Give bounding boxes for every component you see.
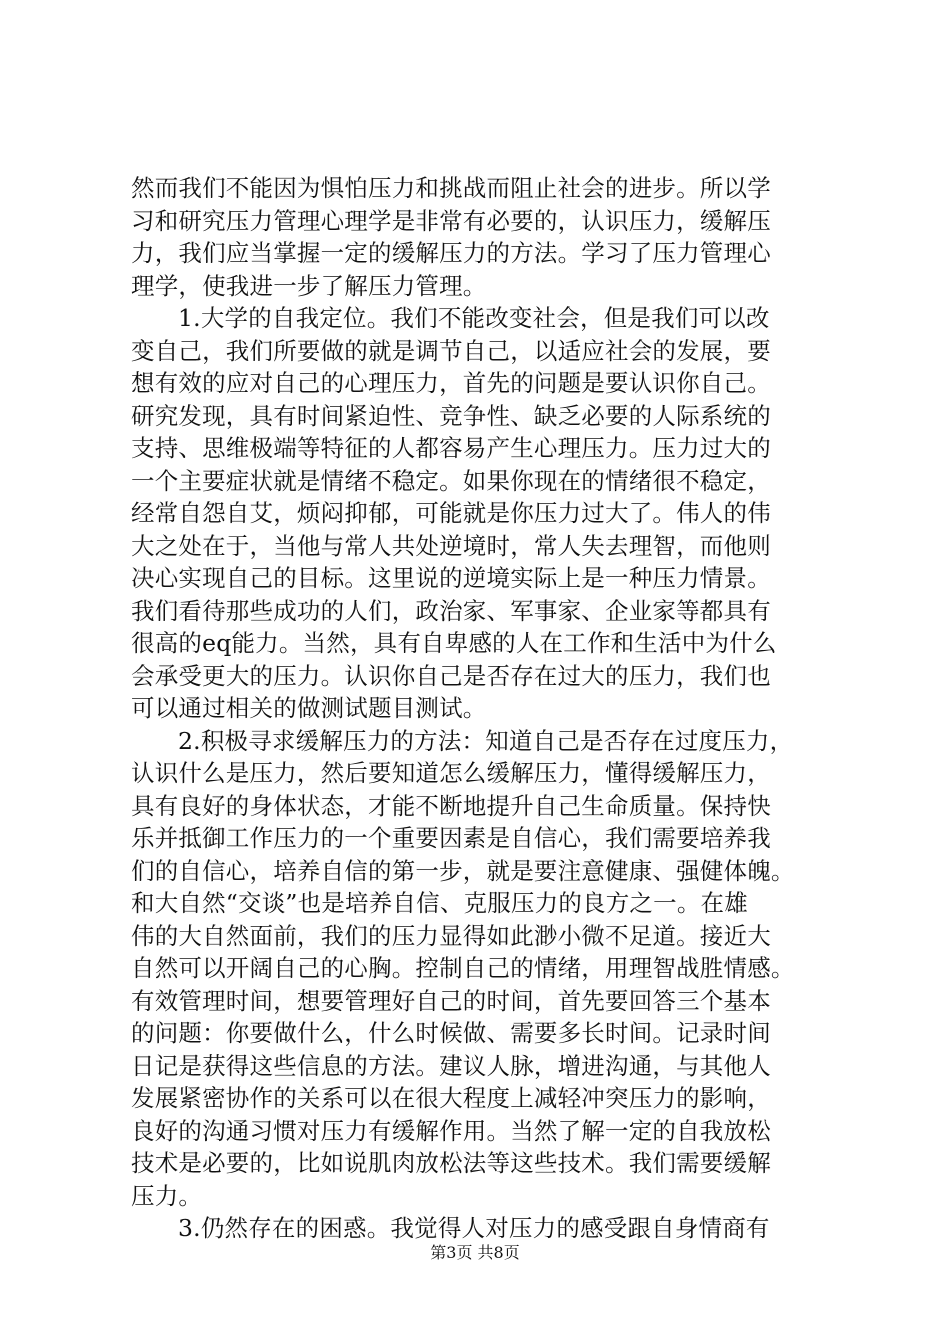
text-line: 决心实现自己的目标。这里说的逆境实际上是一种压力情景。 <box>131 564 771 592</box>
text-line: 2.积极寻求缓解压力的方法：知道自己是否存在过度压力， <box>178 726 794 755</box>
text-line: 变自己，我们所要做的就是调节自己，以适应社会的发展，要 <box>131 336 771 365</box>
text-line: 大之处在于，当他与常人共处逆境时，常人失去理智，而他则 <box>131 531 771 560</box>
text-line: 乐并抵御工作压力的一个重要因素是自信心，我们需要培养我 <box>131 824 771 852</box>
text-line: 习和研究压力管理心理学是非常有必要的，认识压力，缓解压 <box>131 206 771 235</box>
text-line: 伟的大自然面前，我们的压力显得如此渺小微不足道。接近大 <box>131 921 771 950</box>
text-line: 有效管理时间，想要管理好自己的时间，首先要回答三个基本 <box>131 986 771 1015</box>
document-body <box>131 172 837 1245</box>
text-line: 发展紧密协作的关系可以在很大程度上减轻冲突压力的影响， <box>131 1084 771 1112</box>
text-line: 的问题：你要做什么，什么时候做、需要多长时间。记录时间 <box>131 1019 771 1047</box>
text-line: 经常自怨自艾，烦闷抑郁，可能就是你压力过大了。伟人的伟 <box>131 499 771 527</box>
text-line: 想有效的应对自己的心理压力，首先的问题是要认识你自己。 <box>131 369 771 397</box>
page-footer: 第3页 共8页 <box>430 1243 520 1262</box>
text-line: 日记是获得这些信息的方法。建议人脉，增进沟通，与其他人 <box>131 1051 771 1080</box>
text-line: 1.大学的自我定位。我们不能改变社会，但是我们可以改 <box>178 304 770 332</box>
text-line: 很高的eq能力。当然，具有自卑感的人在工作和生活中为什么 <box>131 629 777 657</box>
text-line: 自然可以开阔自己的心胸。控制自己的情绪，用理智战胜情感。 <box>131 954 795 982</box>
text-line: 压力。 <box>131 1181 203 1210</box>
text-line: 研究发现，具有时间紧迫性、竞争性、缺乏必要的人际系统的 <box>131 401 771 430</box>
text-line: 力，我们应当掌握一定的缓解压力的方法。学习了压力管理心 <box>131 239 771 267</box>
text-line: 和大自然“交谈”也是培养自信、克服压力的良方之一。在雄 <box>131 889 748 917</box>
text-line: 3.仍然存在的困惑。我觉得人对压力的感受跟自身情商有 <box>178 1214 770 1242</box>
text-line: 认识什么是压力，然后要知道怎么缓解压力，懂得缓解压力， <box>131 759 771 787</box>
text-line: 会承受更大的压力。认识你自己是否存在过大的压力，我们也 <box>131 661 771 690</box>
text-line: 具有良好的身体状态，才能不断地提升自己生命质量。保持快 <box>131 791 771 820</box>
text-line: 理学，使我进一步了解压力管理。 <box>131 271 487 300</box>
text-line: 技术是必要的，比如说肌肉放松法等这些技术。我们需要缓解 <box>131 1149 771 1177</box>
text-line: 然而我们不能因为惧怕压力和挑战而阻止社会的进步。所以学 <box>131 174 771 202</box>
text-line: 支持、思维极端等特征的人都容易产生心理压力。压力过大的 <box>131 434 771 462</box>
text-line: 一个主要症状就是情绪不稳定。如果你现在的情绪很不稳定， <box>131 466 771 495</box>
text-line: 良好的沟通习惯对压力有缓解作用。当然了解一定的自我放松 <box>131 1116 771 1145</box>
text-line: 们的自信心，培养自信的第一步，就是要注意健康、强健体魄。 <box>131 856 795 885</box>
text-line: 我们看待那些成功的人们，政治家、军事家、企业家等都具有 <box>131 596 771 625</box>
text-line: 可以通过相关的做测试题目测试。 <box>131 694 487 722</box>
